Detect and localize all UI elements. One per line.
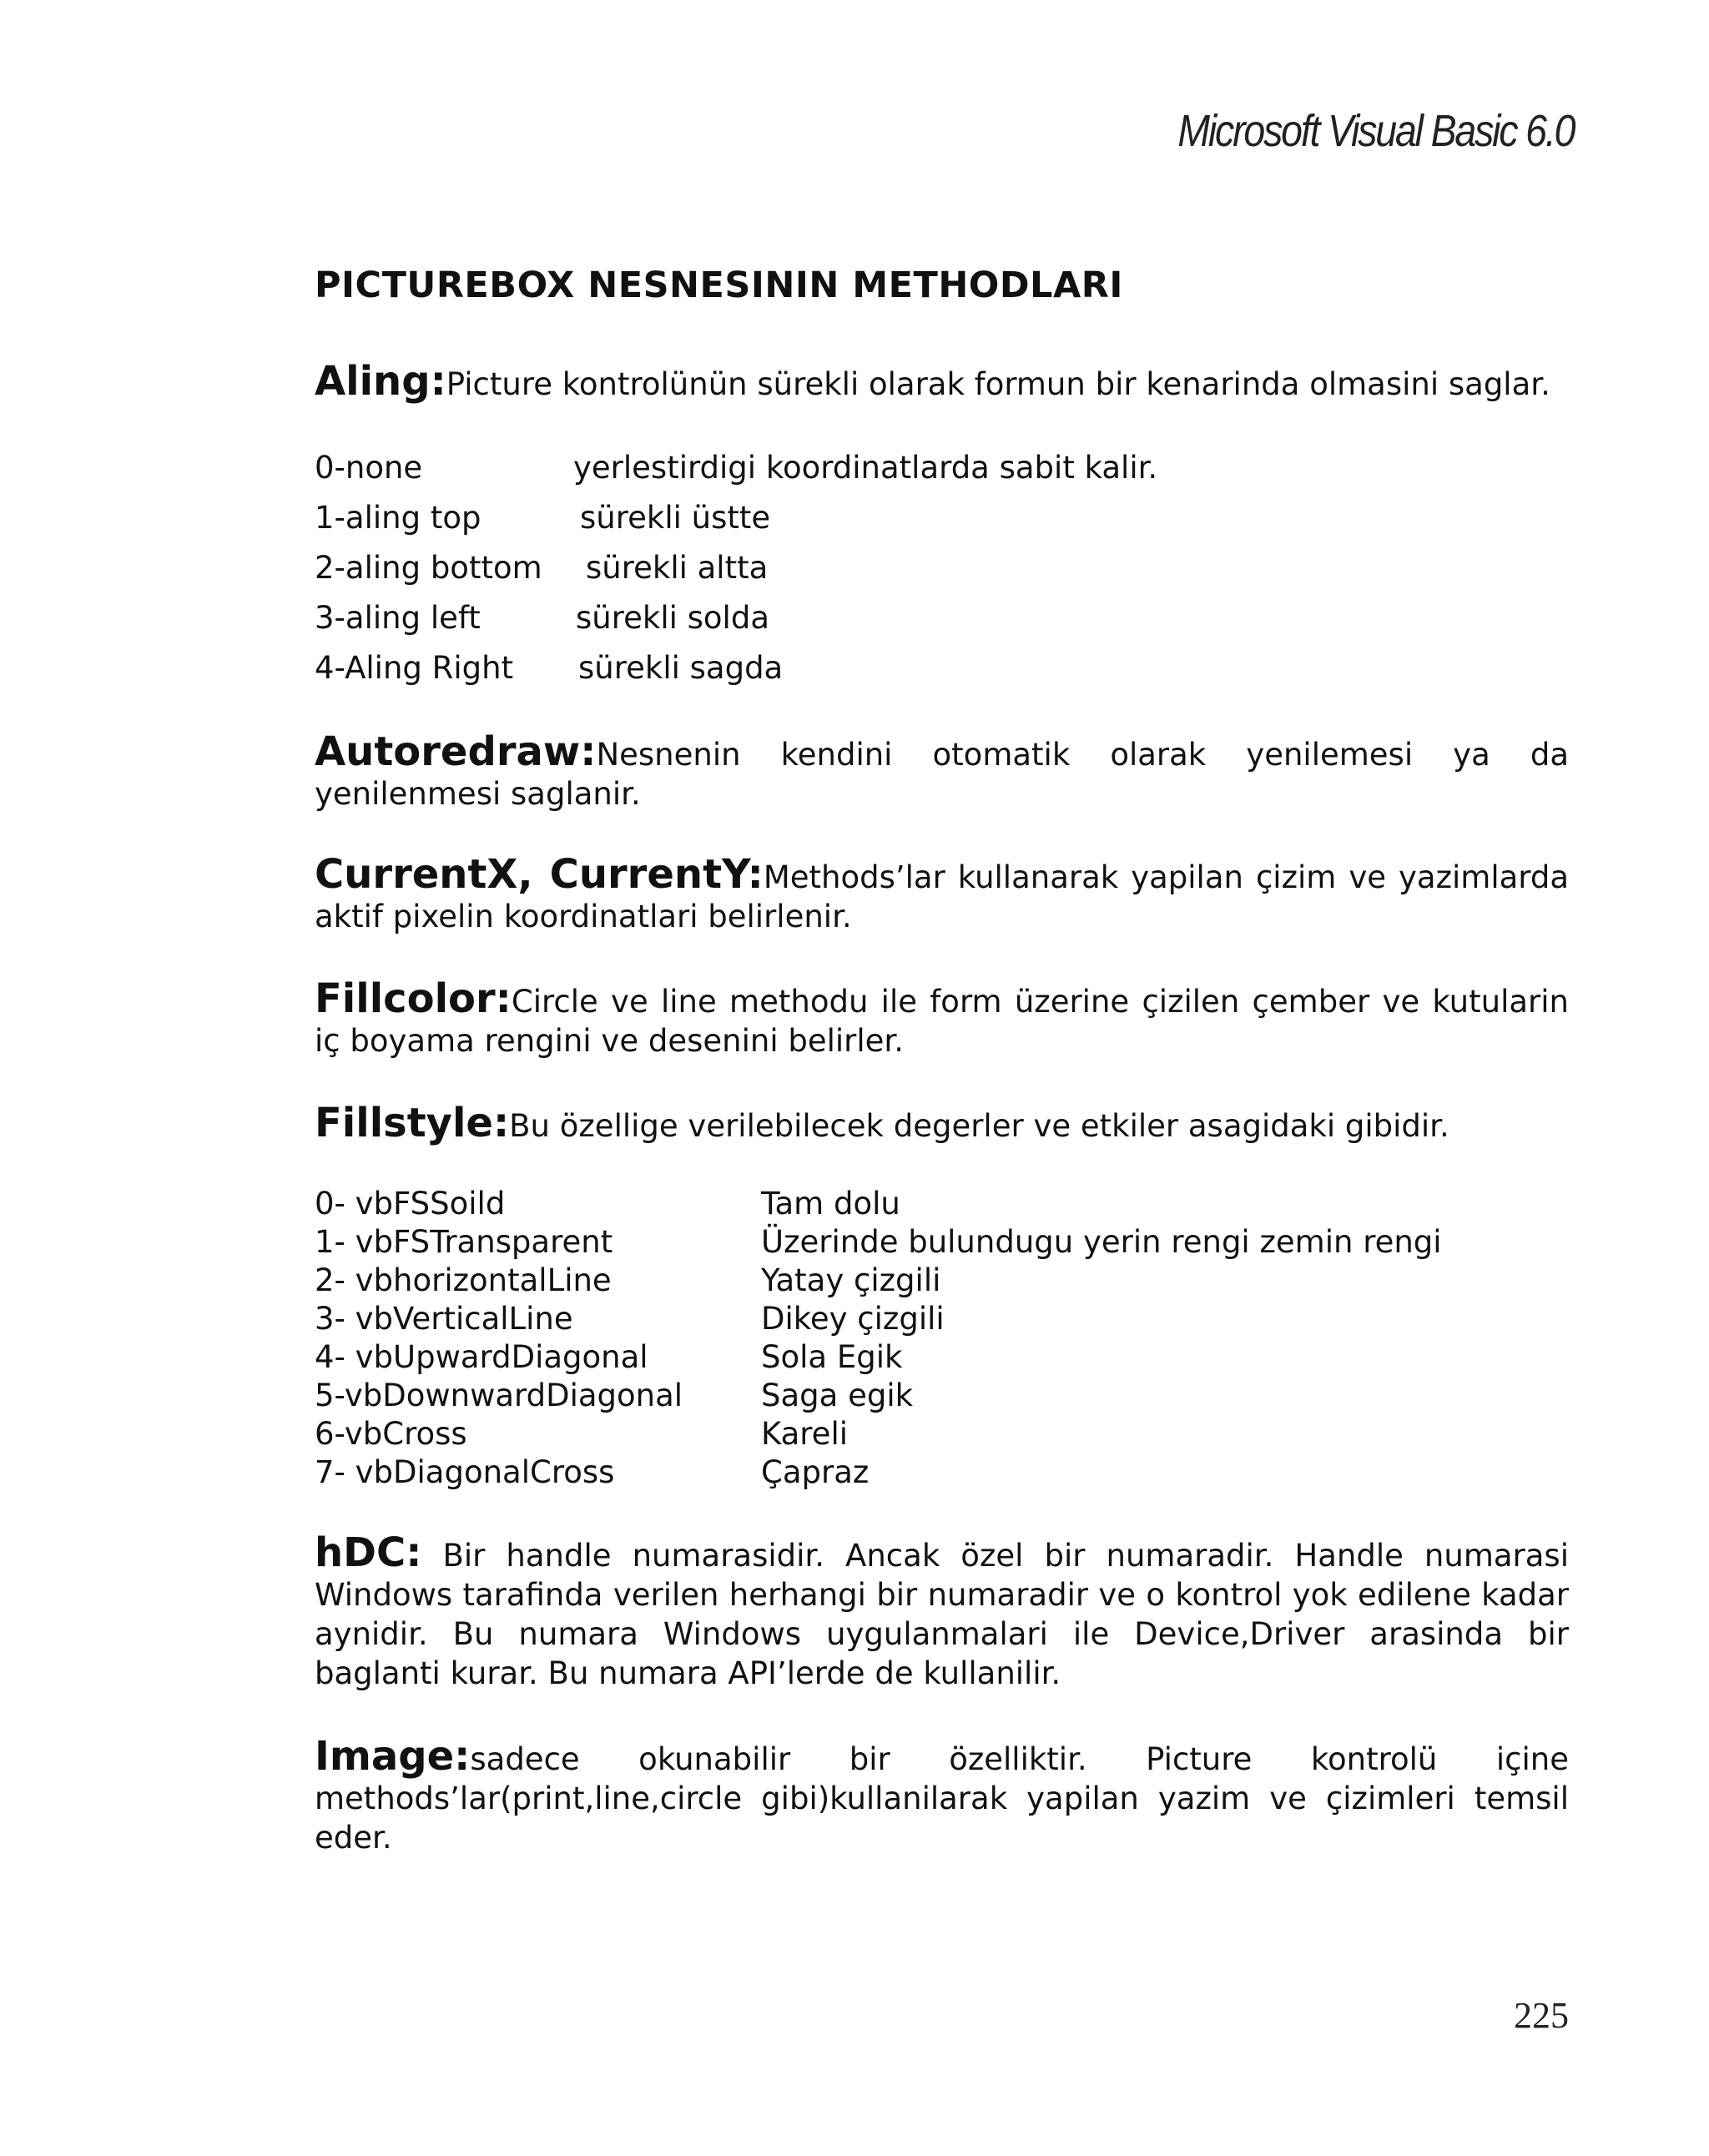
aling-option-desc: sürekli sagda	[578, 650, 784, 686]
aling-option-3	[315, 598, 769, 637]
fillstyle-option-key: 3- vbVerticalLine	[315, 1301, 573, 1337]
fillstyle-option-key: 5-vbDownwardDiagonal	[315, 1378, 683, 1413]
fillstyle-option-desc: Tam dolu	[761, 1186, 900, 1222]
autoredraw-text: Nesnenin kendini otomatik olarak yenilemesi ya da yenilenmesi saglanir.	[315, 737, 1569, 812]
fillstyle-text: Bu özellige verilebilecek degerler ve etkiler asagidaki gibidir.	[509, 1108, 1449, 1144]
fillstyle-option-desc: Kareli	[761, 1416, 849, 1452]
page-number: 225	[1514, 1995, 1569, 2036]
fillstyle-option-key: 0- vbFSSoild	[315, 1186, 506, 1222]
aling-paragraph	[315, 358, 1569, 405]
fillstyle-option-5	[315, 1377, 914, 1415]
fillstyle-option-2	[315, 1262, 941, 1300]
autoredraw-paragraph	[315, 728, 1569, 814]
aling-option-desc: sürekli altta	[586, 550, 769, 586]
aling-option-4	[315, 648, 784, 688]
aling-option-desc: yerlestirdigi koordinatlarda sabit kalir.	[573, 450, 1158, 486]
fillstyle-option-desc: Sola Egik	[761, 1339, 903, 1375]
image-text: sadece okunabilir bir özelliktir. Picture kontrolü içine methods’lar(print,line,circle gibi)kullanilarak yapilan yazim ve çizimleri temsil eder.	[315, 1741, 1569, 1856]
fillstyle-paragraph	[315, 1100, 1569, 1146]
fillstyle-option-1	[315, 1223, 1442, 1262]
autoredraw-term: Autoredraw:	[315, 728, 597, 775]
fillstyle-option-key: 6-vbCross	[315, 1416, 467, 1452]
fillstyle-option-7	[315, 1453, 870, 1492]
hdc-paragraph	[315, 1529, 1569, 1693]
fillstyle-option-6	[315, 1415, 849, 1453]
page-title: PICTUREBOX NESNESININ METHODLARI	[315, 264, 1123, 306]
fillstyle-option-key: 2- vbhorizontalLine	[315, 1262, 612, 1298]
aling-option-key: 0-none	[315, 450, 423, 486]
fillstyle-option-key: 1- vbFSTransparent	[315, 1224, 613, 1260]
image-term: Image:	[315, 1733, 471, 1780]
fillstyle-option-desc: Üzerinde bulundugu yerin rengi zemin rengi	[761, 1224, 1442, 1260]
fillstyle-option-0	[315, 1185, 900, 1223]
hdc-text: Bir handle numarasidir. Ancak özel bir numaradir. Handle numarasi Windows tarafinda verilen herhangi bir numaradir ve o kontrol yok edilene kadar aynidir. Bu numara Windows uygulanmalari ile Device,Driver arasinda bir baglanti kurar. Bu numara API’lerde de kullanilir.	[315, 1538, 1569, 1691]
aling-option-0	[315, 448, 1158, 487]
fillstyle-option-desc: Yatay çizgili	[761, 1262, 941, 1298]
currentxy-paragraph	[315, 851, 1569, 936]
aling-option-key: 4-Aling Right	[315, 650, 514, 686]
fillcolor-paragraph	[315, 975, 1569, 1060]
aling-option-desc: sürekli üstte	[580, 500, 771, 536]
book-title-header: Microsoft Visual Basic 6.0	[1177, 106, 1574, 156]
fillstyle-option-desc: Çapraz	[761, 1454, 870, 1490]
fillcolor-term: Fillcolor:	[315, 975, 512, 1022]
aling-option-desc: sürekli solda	[576, 600, 769, 636]
fillstyle-term: Fillstyle:	[315, 1100, 510, 1146]
currentxy-term: CurrentX, CurrentY:	[315, 851, 764, 898]
fillcolor-text: Circle ve line methodu ile form üzerine çizilen çember ve kutularin iç boyama rengini ve desenini belirler.	[315, 984, 1569, 1059]
aling-option-key: 2-aling bottom	[315, 550, 542, 586]
aling-option-key: 3-aling left	[315, 600, 481, 636]
fillstyle-option-key: 4- vbUpwardDiagonal	[315, 1339, 648, 1375]
hdc-term: hDC:	[315, 1529, 422, 1576]
fillstyle-option-3	[315, 1300, 945, 1338]
fillstyle-option-4	[315, 1338, 903, 1377]
aling-option-1	[315, 498, 771, 537]
image-paragraph	[315, 1733, 1569, 1857]
aling-term: Aling:	[315, 358, 446, 405]
aling-option-key: 1-aling top	[315, 500, 481, 536]
aling-text: Picture kontrolünün sürekli olarak formun bir kenarinda olmasini saglar.	[446, 366, 1550, 402]
currentxy-text: Methods’lar kullanarak yapilan çizim ve yazimlarda aktif pixelin koordinatlari belirlenir.	[315, 859, 1569, 934]
fillstyle-option-key: 7- vbDiagonalCross	[315, 1454, 615, 1490]
fillstyle-option-desc: Dikey çizgili	[761, 1301, 945, 1337]
aling-option-2	[315, 548, 769, 587]
fillstyle-option-desc: Saga egik	[761, 1378, 914, 1413]
